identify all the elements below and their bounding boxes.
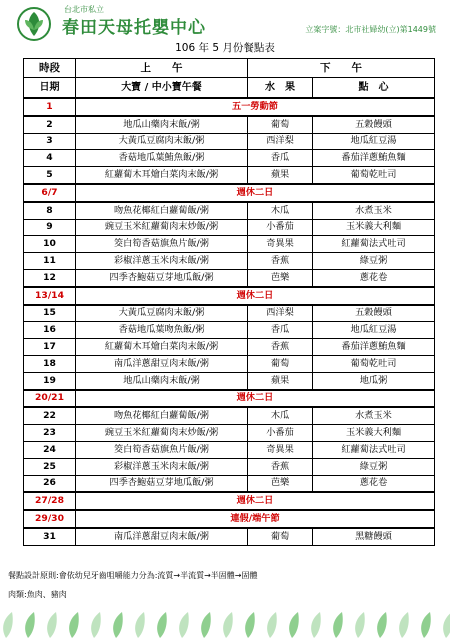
row-lunch: 吻魚花椰紅白蘿蔔飯/粥 xyxy=(76,407,248,424)
row-date: 4 xyxy=(24,150,76,167)
row-lunch: 筊白筍香菇旗魚片飯/粥 xyxy=(76,236,248,253)
table-row xyxy=(24,269,435,286)
table-row xyxy=(24,425,435,442)
table-row xyxy=(24,219,435,236)
holiday-note: 週休二日 xyxy=(76,184,435,202)
holiday-row xyxy=(24,98,435,116)
period-header: 時段 xyxy=(24,59,76,78)
holiday-note: 五一勞動節 xyxy=(76,98,435,116)
row-date: 25 xyxy=(24,458,76,475)
row-date: 11 xyxy=(24,253,76,270)
row-snack: 綠豆粥 xyxy=(313,253,435,270)
leaf-shape xyxy=(289,612,299,638)
row-snack: 葡萄乾吐司 xyxy=(313,167,435,184)
row-lunch: 南瓜洋蔥甜豆肉末飯/粥 xyxy=(76,355,248,372)
table-row xyxy=(24,407,435,424)
row-lunch: 豌豆玉米紅蘿蔔肉末炒飯/粥 xyxy=(76,425,248,442)
leaf-shape xyxy=(69,612,79,638)
table-row xyxy=(24,305,435,322)
row-date: 1 xyxy=(24,98,76,116)
holiday-note: 連假/端午節 xyxy=(76,510,435,528)
holiday-note: 週休二日 xyxy=(76,287,435,305)
row-date: 2 xyxy=(24,116,76,133)
leaf-shape xyxy=(399,612,409,638)
holiday-row xyxy=(24,390,435,408)
row-lunch: 彩椒洋蔥玉米肉末飯/粥 xyxy=(76,458,248,475)
row-date: 3 xyxy=(24,133,76,150)
row-date: 18 xyxy=(24,355,76,372)
row-date: 13/14 xyxy=(24,287,76,305)
org-subtitle: 台北市私立 xyxy=(64,5,104,14)
date-header: 日期 xyxy=(24,78,76,99)
leaf-shape xyxy=(179,612,189,638)
meat-type-note: 肉類:魚肉、豬肉 xyxy=(8,590,67,599)
row-snack: 蔥花卷 xyxy=(313,475,435,492)
table-row xyxy=(24,133,435,150)
row-date: 23 xyxy=(24,425,76,442)
leaf-shape xyxy=(25,612,35,638)
row-fruit: 木瓜 xyxy=(248,202,313,219)
row-date: 24 xyxy=(24,441,76,458)
row-fruit: 奇異果 xyxy=(248,236,313,253)
table-row xyxy=(24,167,435,184)
row-fruit: 香瓜 xyxy=(248,322,313,339)
row-snack: 番茄洋蔥鮪魚麵 xyxy=(313,339,435,356)
table-row xyxy=(24,116,435,133)
row-lunch: 大黃瓜豆腐肉末飯/粥 xyxy=(76,305,248,322)
row-date: 27/28 xyxy=(24,492,76,510)
row-fruit: 葡萄 xyxy=(248,355,313,372)
leaf-shape xyxy=(91,612,101,638)
table-row xyxy=(24,339,435,356)
leaf-shape xyxy=(113,612,123,638)
leaf-logo-icon xyxy=(16,6,52,42)
row-date: 15 xyxy=(24,305,76,322)
leaf-shape xyxy=(47,612,57,638)
row-fruit: 蘋果 xyxy=(248,372,313,389)
row-fruit: 木瓜 xyxy=(248,407,313,424)
row-snack: 地瓜紅豆湯 xyxy=(313,133,435,150)
table-subheader-row xyxy=(24,78,435,99)
row-fruit: 西洋梨 xyxy=(248,133,313,150)
row-snack: 水煮玉米 xyxy=(313,202,435,219)
holiday-note: 週休二日 xyxy=(76,390,435,408)
table-row xyxy=(24,475,435,492)
row-lunch: 紅蘿蔔木耳燴白菜肉末飯/粥 xyxy=(76,339,248,356)
holiday-row xyxy=(24,492,435,510)
row-lunch: 彩椒洋蔥玉米肉末飯/粥 xyxy=(76,253,248,270)
row-lunch: 豌豆玉米紅蘿蔔肉末炒飯/粥 xyxy=(76,219,248,236)
row-lunch: 四季杏鮑菇豆芽地瓜飯/粥 xyxy=(76,475,248,492)
leaf-shape xyxy=(421,612,431,638)
row-date: 5 xyxy=(24,167,76,184)
holiday-note: 週休二日 xyxy=(76,492,435,510)
row-date: 26 xyxy=(24,475,76,492)
row-snack: 玉米義大利麵 xyxy=(313,219,435,236)
row-fruit: 香蕉 xyxy=(248,458,313,475)
meal-principle-note: 餐點設計原則:會依幼兒牙齒咀嚼能力分為:流質→半流質→半固體→固體 xyxy=(8,571,258,580)
leaf-shape xyxy=(311,612,321,638)
row-date: 29/30 xyxy=(24,510,76,528)
row-lunch: 南瓜洋蔥甜豆肉末飯/粥 xyxy=(76,528,248,545)
row-snack: 蔥花卷 xyxy=(313,269,435,286)
table-row xyxy=(24,150,435,167)
row-lunch: 地瓜山藥肉末飯/粥 xyxy=(76,372,248,389)
row-fruit: 小番茄 xyxy=(248,219,313,236)
row-snack: 紅蘿蔔法式吐司 xyxy=(313,441,435,458)
row-fruit: 香蕉 xyxy=(248,253,313,270)
row-lunch: 大黃瓜豆腐肉末飯/粥 xyxy=(76,133,248,150)
row-fruit: 小番茄 xyxy=(248,425,313,442)
table-row xyxy=(24,528,435,545)
snack-header: 點 心 xyxy=(313,78,435,99)
row-date: 16 xyxy=(24,322,76,339)
row-date: 22 xyxy=(24,407,76,424)
table-row xyxy=(24,253,435,270)
leaf-shape xyxy=(377,612,387,638)
row-lunch: 吻魚花椰紅白蘿蔔飯/粥 xyxy=(76,202,248,219)
license-number: 立案字號：北市社婦幼(立)第1449號 xyxy=(305,25,436,34)
table-row xyxy=(24,236,435,253)
row-fruit: 香蕉 xyxy=(248,339,313,356)
leaf-shape xyxy=(223,612,233,638)
row-date: 10 xyxy=(24,236,76,253)
holiday-row xyxy=(24,510,435,528)
row-fruit: 香瓜 xyxy=(248,150,313,167)
row-fruit: 奇異果 xyxy=(248,441,313,458)
row-fruit: 西洋梨 xyxy=(248,305,313,322)
row-date: 9 xyxy=(24,219,76,236)
menu-table xyxy=(23,58,435,546)
table-header-row xyxy=(24,59,435,78)
row-lunch: 香菇地瓜葉吻魚飯/粥 xyxy=(76,322,248,339)
row-snack: 葡萄乾吐司 xyxy=(313,355,435,372)
row-lunch: 紅蘿蔔木耳燴白菜肉末飯/粥 xyxy=(76,167,248,184)
holiday-row xyxy=(24,184,435,202)
fruit-header: 水 果 xyxy=(248,78,313,99)
table-row xyxy=(24,458,435,475)
decorative-leaves-icon xyxy=(0,606,450,640)
leaf-shape xyxy=(3,612,13,638)
row-lunch: 四季杏鮑菇豆芽地瓜飯/粥 xyxy=(76,269,248,286)
row-snack: 紅蘿蔔法式吐司 xyxy=(313,236,435,253)
row-date: 12 xyxy=(24,269,76,286)
row-fruit: 葡萄 xyxy=(248,116,313,133)
row-date: 19 xyxy=(24,372,76,389)
table-row xyxy=(24,372,435,389)
org-name: 春田天母托嬰中心 xyxy=(62,18,206,38)
row-snack: 綠豆粥 xyxy=(313,458,435,475)
row-lunch: 地瓜山藥肉末飯/粥 xyxy=(76,116,248,133)
row-snack: 五穀饅頭 xyxy=(313,116,435,133)
leaf-shape xyxy=(355,612,365,638)
row-snack: 番茄洋蔥鮪魚麵 xyxy=(313,150,435,167)
row-snack: 水煮玉米 xyxy=(313,407,435,424)
row-date: 6/7 xyxy=(24,184,76,202)
table-row xyxy=(24,355,435,372)
leaf-shape xyxy=(135,612,145,638)
row-date: 31 xyxy=(24,528,76,545)
row-date: 20/21 xyxy=(24,390,76,408)
row-lunch: 筊白筍香菇旗魚片飯/粥 xyxy=(76,441,248,458)
row-snack: 地瓜紅豆湯 xyxy=(313,322,435,339)
holiday-row xyxy=(24,287,435,305)
leaf-shape xyxy=(443,612,450,638)
morning-header: 上 午 xyxy=(76,59,248,78)
meal-header: 大寶 / 中小寶午餐 xyxy=(76,78,248,99)
row-date: 8 xyxy=(24,202,76,219)
row-snack: 地瓜粥 xyxy=(313,372,435,389)
row-date: 17 xyxy=(24,339,76,356)
afternoon-header: 下 午 xyxy=(248,59,435,78)
leaf-shape xyxy=(245,612,255,638)
leaf-shape xyxy=(333,612,343,638)
row-fruit: 蘋果 xyxy=(248,167,313,184)
row-fruit: 芭樂 xyxy=(248,475,313,492)
row-fruit: 葡萄 xyxy=(248,528,313,545)
row-snack: 黑糖饅頭 xyxy=(313,528,435,545)
row-lunch: 香菇地瓜葉鮪魚飯/粥 xyxy=(76,150,248,167)
table-row xyxy=(24,322,435,339)
table-row xyxy=(24,202,435,219)
leaf-shape xyxy=(267,612,277,638)
leaf-shape xyxy=(157,612,167,638)
row-snack: 玉米義大利麵 xyxy=(313,425,435,442)
leaf-shape xyxy=(201,612,211,638)
page-title: 106 年 5 月份餐點表 xyxy=(175,42,275,54)
table-row xyxy=(24,441,435,458)
row-snack: 五穀饅頭 xyxy=(313,305,435,322)
row-fruit: 芭樂 xyxy=(248,269,313,286)
